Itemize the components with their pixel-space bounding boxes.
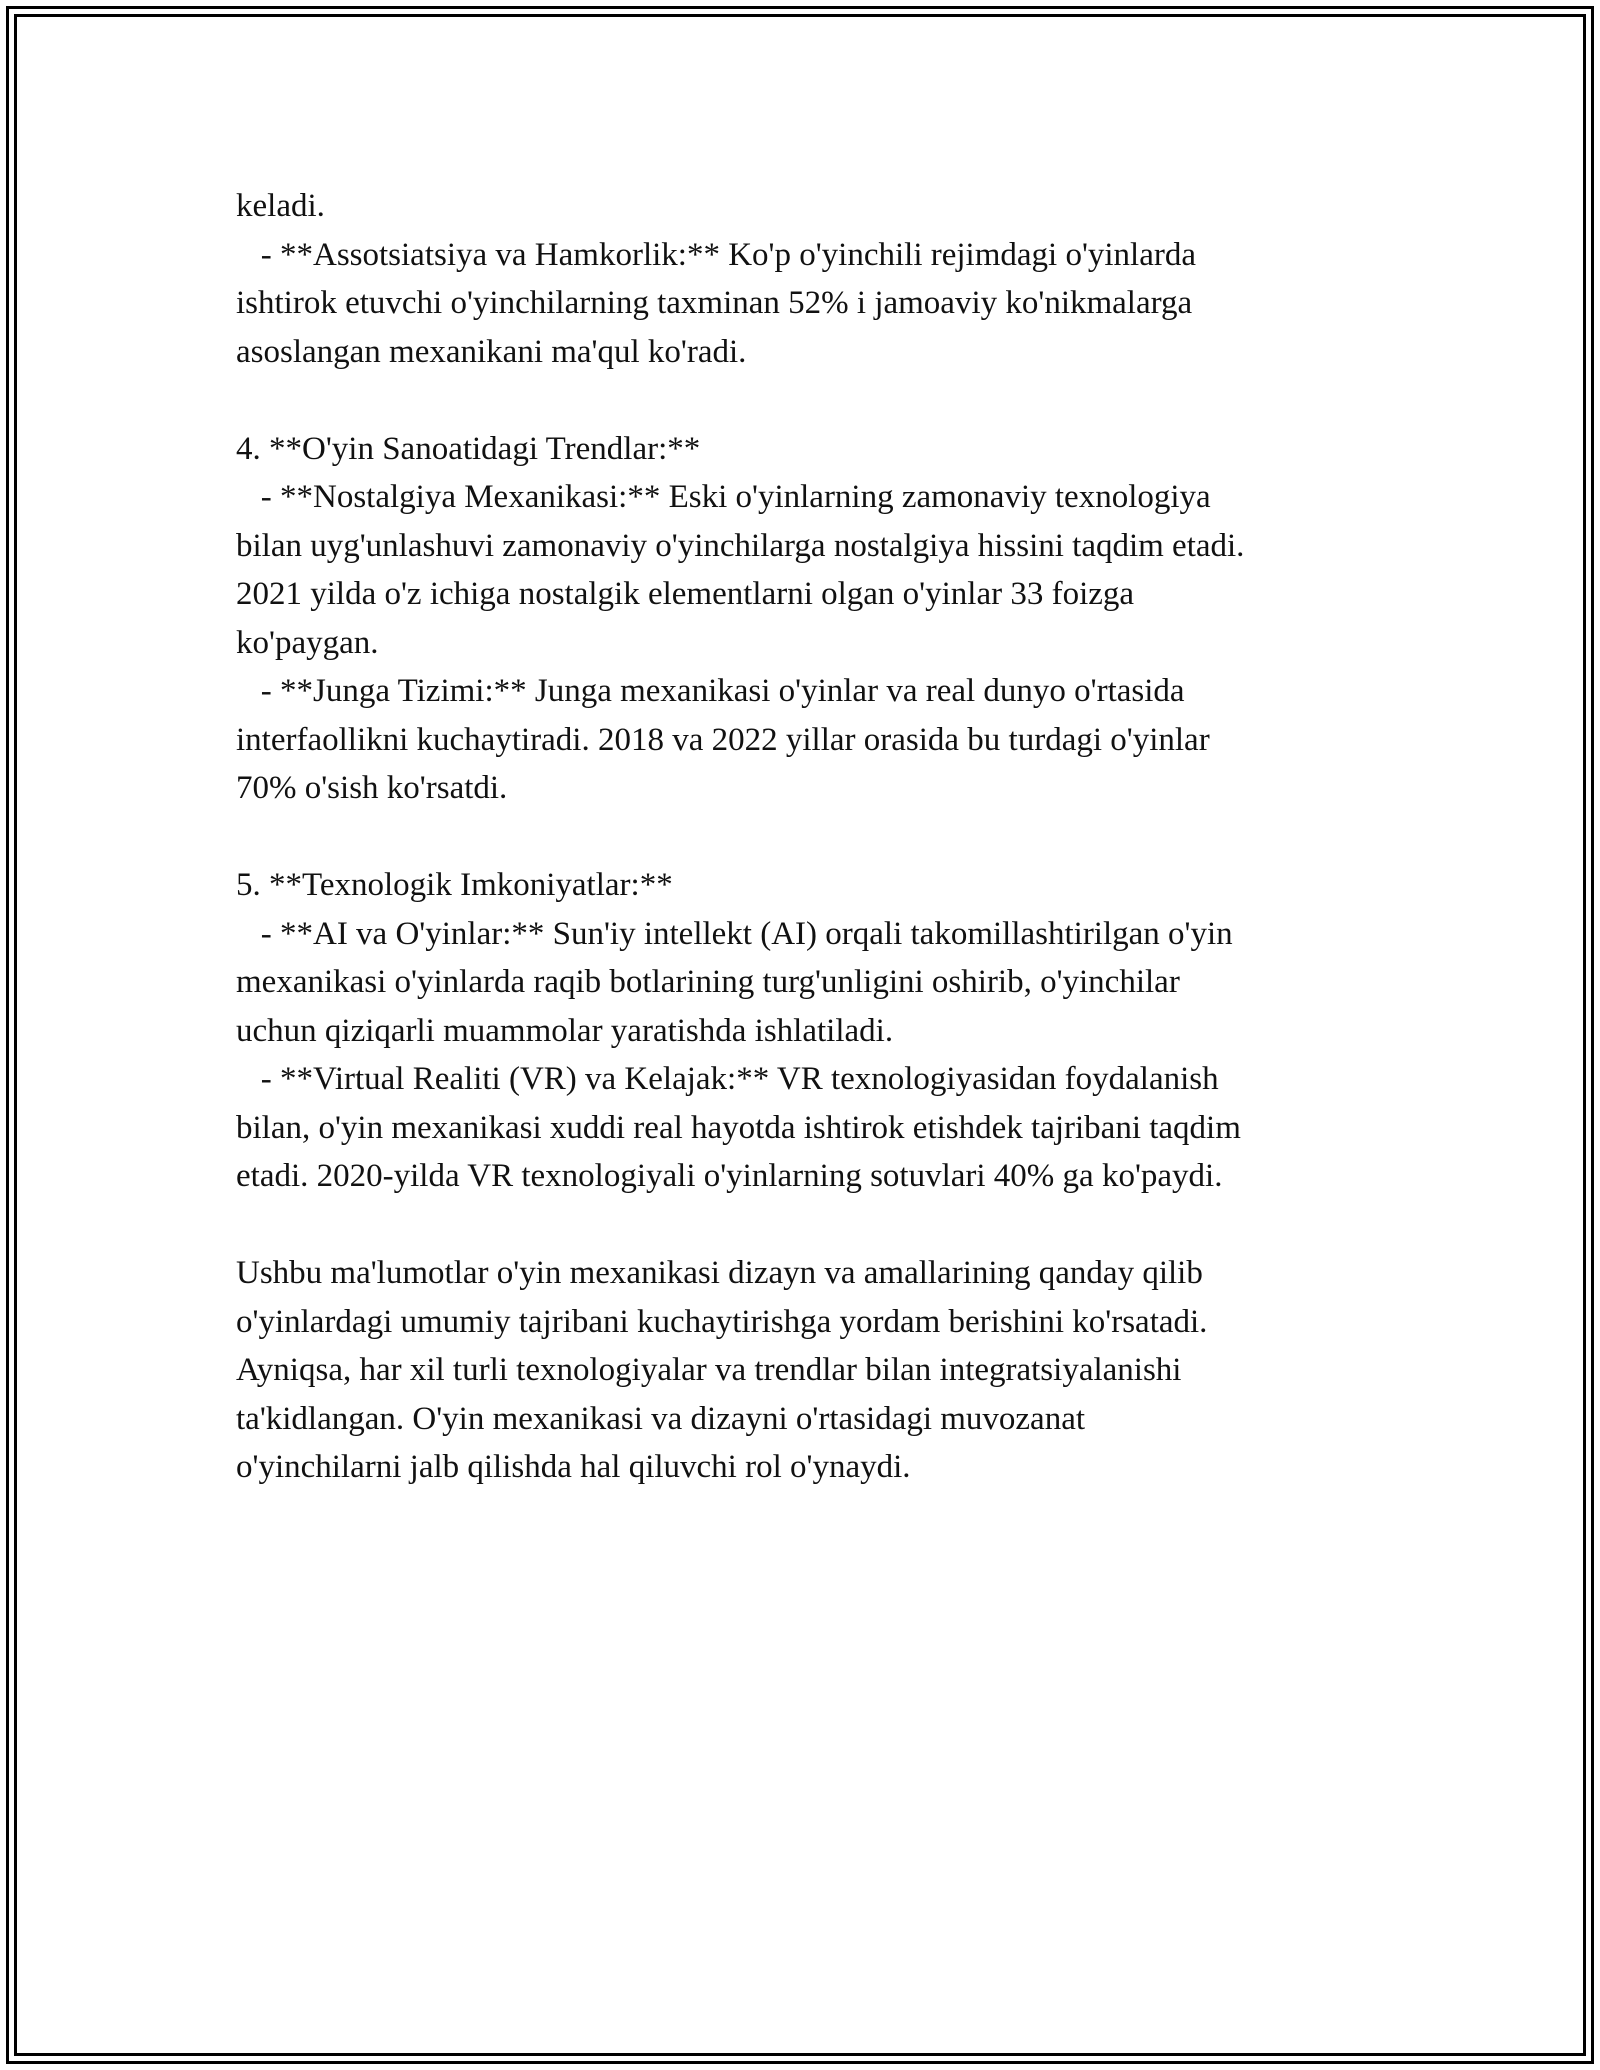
text-line: - **AI va O'yinlar:** Sun'iy intellekt (AI) orqali takomillashtirilgan o'yin bbox=[236, 915, 1233, 952]
blank-line bbox=[236, 376, 1376, 425]
text-line: Ayniqsa, har xil turli texnologiyalar va trendlar bilan integratsiyalanishi bbox=[236, 1352, 1182, 1388]
text-line: - **Junga Tizimi:** Junga mexanikasi o'yinlar va real dunyo o'rtasida bbox=[236, 673, 1185, 709]
document-body bbox=[236, 182, 1376, 1492]
section-heading: 5. **Texnologik Imkoniyatlar:** bbox=[236, 867, 673, 903]
text-line: - **Virtual Realiti (VR) va Kelajak:** VR texnologiyasidan foydalanish bbox=[236, 1061, 1219, 1097]
text-line: 70% o'sish ko'rsatdi. bbox=[236, 770, 508, 806]
text-line: etadi. 2020-yilda VR texnologiyali o'yinlarning sotuvlari 40% ga ko'paydi. bbox=[236, 1158, 1223, 1194]
text-line: - **Nostalgiya Mexanikasi:** Eski o'yinlarning zamonaviy texnologiya bbox=[236, 479, 1211, 515]
blank-line bbox=[236, 813, 1376, 862]
text-line: asoslangan mexanikani ma'qul ko'radi. bbox=[236, 333, 747, 370]
section-heading: 4. **O'yin Sanoatidagi Trendlar:** bbox=[236, 430, 701, 467]
text-line: o'yinlardagi umumiy tajribani kuchaytirishga yordam berishini ko'rsatadi. bbox=[236, 1303, 1208, 1340]
text-line: ta'kidlangan. O'yin mexanikasi va dizayni o'rtasidagi muvozanat bbox=[236, 1400, 1086, 1437]
text-line: ko'paygan. bbox=[236, 624, 379, 661]
blank-line bbox=[236, 1201, 1376, 1250]
text-line: Ushbu ma'lumotlar o'yin mexanikasi dizayn va amallarining qanday qilib bbox=[236, 1255, 1203, 1291]
text-line: mexanikasi o'yinlarda raqib botlarining turg'unligini oshirib, o'yinchilar bbox=[236, 964, 1180, 1000]
text-line: keladi. bbox=[236, 188, 325, 224]
text-line: - **Assotsiatsiya va Hamkorlik:** Ko'p o'yinchili rejimdagi o'yinlarda bbox=[236, 236, 1197, 273]
text-line: ishtirok etuvchi o'yinchilarning taxminan 52% i jamoaviy ko'nikmalarga bbox=[236, 285, 1193, 321]
text-line: 2021 yilda o'z ichiga nostalgik elementlarni olgan o'yinlar 33 foizga bbox=[236, 576, 1135, 612]
text-line: interfaollikni kuchaytiradi. 2018 va 2022 yillar orasida bu turdagi o'yinlar bbox=[236, 721, 1210, 758]
text-line: bilan, o'yin mexanikasi xuddi real hayotda ishtirok etishdek tajribani taqdim bbox=[236, 1109, 1241, 1146]
text-line: o'yinchilarni jalb qilishda hal qiluvchi rol o'ynaydi. bbox=[236, 1449, 911, 1485]
text-line: uchun qiziqarli muammolar yaratishda ishlatiladi. bbox=[236, 1012, 894, 1049]
text-line: bilan uyg'unlashuvi zamonaviy o'yinchilarga nostalgiya hissini taqdim etadi. bbox=[236, 527, 1245, 564]
